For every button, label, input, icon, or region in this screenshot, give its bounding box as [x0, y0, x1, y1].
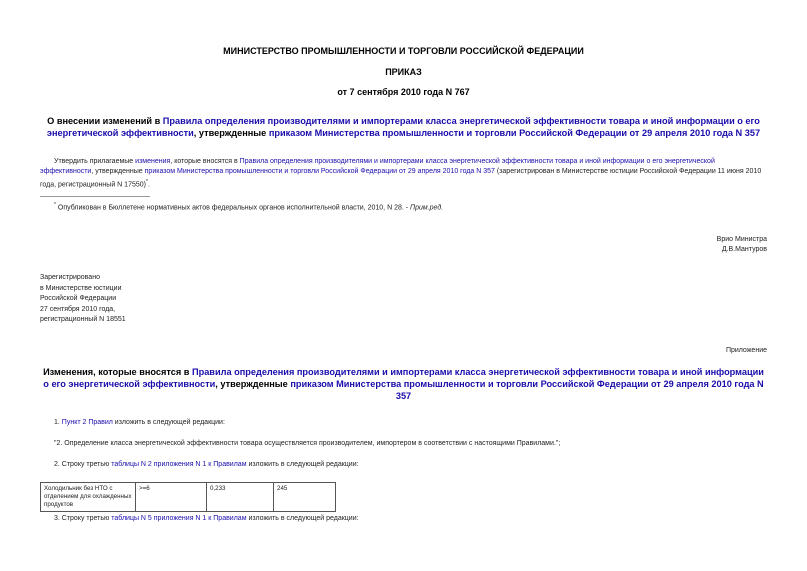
replacement-table — [40, 482, 336, 512]
appendix-prefix: Изменения, которые вносятся в — [43, 367, 192, 377]
subject-prefix: О внесении изменений в — [47, 116, 163, 126]
item-1 — [54, 418, 225, 428]
registration-block — [40, 273, 126, 326]
item-2-text-a: 2. Строку третью — [54, 461, 112, 468]
registration-line: в Министерстве юстиции — [40, 284, 122, 292]
order-357-link[interactable]: приказом Министерства промышленности и торговли Российской Федерации от 29 апреля 2010 года N 357 — [268, 128, 761, 138]
item-2 — [54, 460, 359, 470]
table-cell-coefficient: 0,233 — [207, 483, 274, 512]
footnote-mark: * — [145, 179, 148, 185]
changes-link[interactable]: изменения — [135, 158, 171, 165]
registration-line: Российской Федерации — [40, 295, 117, 302]
item-3-text-a: 3. Строку третью — [54, 515, 112, 522]
signature-position: Врио Министра — [716, 236, 767, 243]
appendix-label: Приложение — [725, 347, 767, 354]
p1-order-link[interactable]: приказом Министерства промышленности и торговли Российской Федерации от 29 апреля 2010 года N 357 — [144, 168, 495, 175]
item-2-text-b: изложить в следующей редакции: — [246, 461, 359, 468]
footnote — [54, 200, 754, 213]
order-paragraph — [40, 157, 767, 190]
subject-middle: , утвержденные — [193, 128, 269, 138]
item-1-link[interactable]: Пункт 2 Правил — [61, 419, 113, 426]
item-3 — [54, 514, 359, 524]
p1-text-d: (зарегистрирован в Министерстве юстиции Российской Федерации 11 июня 2010 года, регистрационный N 17550) — [40, 168, 762, 189]
appendix-middle: , утвержденные — [215, 379, 291, 389]
ministry-title: МИНИСТЕРСТВО ПРОМЫШЛЕННОСТИ И ТОРГОВЛИ РОССИЙСКОЙ ФЕДЕРАЦИИ — [223, 46, 584, 56]
appendix-title — [40, 366, 767, 402]
appendix-rules-link[interactable]: Правила определения производителями и импортерами класса энергетической эффективности товара и иной информации о его энергетической эффективности — [43, 367, 764, 389]
item-2-link[interactable]: таблицы N 2 приложения N 1 к Правилам — [111, 461, 247, 468]
order-title: ПРИКАЗ — [385, 67, 422, 77]
footnote-note: Прим.ред. — [410, 204, 444, 212]
footnote-star: * — [54, 202, 56, 208]
registration-line: регистрационный N 18551 — [40, 316, 126, 323]
p1-text-a: Утвердить прилагаемые — [54, 158, 136, 165]
p1-text-e: . — [147, 181, 150, 189]
registration-line: Зарегистрировано — [40, 274, 100, 281]
order-subject — [40, 115, 767, 139]
table-row — [41, 483, 336, 512]
table-cell-product: Холодильник без НТО с отделением для охлажденных продуктов — [41, 483, 136, 512]
order-date: от 7 сентября 2010 года N 767 — [337, 87, 470, 97]
p1-text-b: , которые вносятся в — [170, 158, 240, 165]
signature-block — [717, 235, 767, 255]
footnote-text: Опубликован в Бюллетене нормативных актов федеральных органов исполнительной власти, 2010, N 28. - — [57, 204, 409, 212]
table-cell-value: 245 — [274, 483, 336, 512]
item-1-num: 1. — [54, 419, 62, 426]
p1-rules-link[interactable]: Правила определения производителями и импортерами класса энергетической эффективности товара и иной информации о его энергетической эффективности — [40, 158, 715, 175]
signature-name: Д.В.Мантуров — [721, 246, 767, 253]
footnote-divider — [40, 196, 150, 197]
registration-line: 27 сентября 2010 года, — [40, 305, 116, 313]
table-cell-volume: >=6 — [136, 483, 207, 512]
appendix-order-link[interactable]: приказом Министерства промышленности и торговли Российской Федерации от 29 апреля 2010 года N 357 — [290, 379, 764, 401]
item-3-link[interactable]: таблицы N 5 приложения N 1 к Правилам — [111, 515, 247, 522]
item-1-text: изложить в следующей редакции: — [112, 419, 225, 426]
item-3-text-b: изложить в следующей редакции: — [246, 515, 359, 522]
quote-text: "2. Определение класса энергетической эффективности товара осуществляется производителем, импортером в соответствии с настоящими Правилами."; — [54, 440, 561, 447]
rules-link[interactable]: Правила определения производителями и импортерами класса энергетической эффективности товара и иной информации о его энергетической эффективности — [46, 116, 760, 138]
p1-text-c: , утвержденные — [91, 168, 145, 175]
